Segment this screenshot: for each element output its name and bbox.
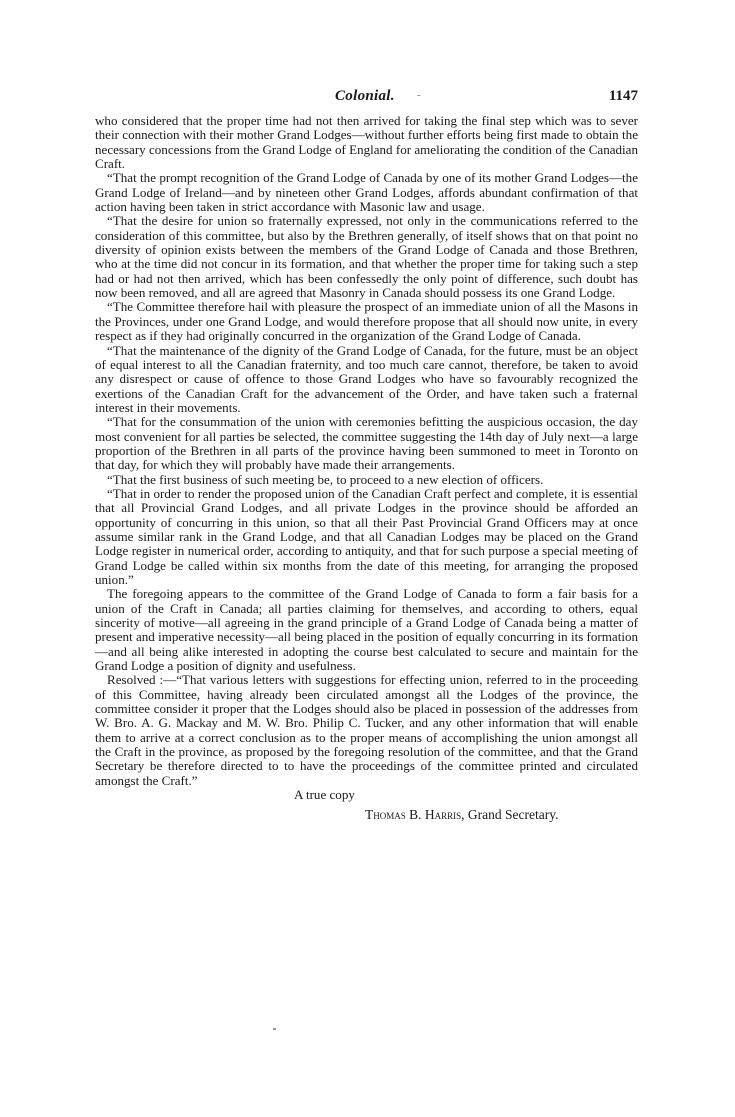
signer-name: Thomas B. Harris <box>365 807 462 823</box>
paragraph: “That the prompt recognition of the Grand Lodge of Canada by one of its mother Grand Lodges—the Grand Lodge of Ireland—and by nineteen other Grand Lodges, affords abundant confirmation of that action having been taken in strict accordance with Masonic law and usage. <box>95 170 638 215</box>
header-mark: - <box>417 89 421 101</box>
paragraph: “That the maintenance of the dignity of the Grand Lodge of Canada, for the future, must be an object of equal interest to all the Canadian fraternity, and too much care cannot, therefore, be taken to avoid any disrespect or cause of offence to those Grand Lodges who have so favourably recognized the exertions of the Canadian Craft for the advancement of the Order, and have taken such a fraternal interest in their movements. <box>95 342 638 415</box>
paragraph: Resolved :—“That various letters with suggestions for effecting union, referred to in the proceeding of this Committee, having already been circulated amongst all the Lodges of the province, the committee consider it proper that the Lodges should also be placed in possession of the addresses from W. Bro. A. G. Mackay and M. W. Bro. Philip C. Tucker, and any other information that will enable them to arrive at a correct conclusion as to the proper means of accomplishing the union amongst all the Craft in the province, as proposed by the foregoing resolution of the committee, and that the Grand Secretary be therefore directed to to have the proceedings of the committee printed and circulated amongst the Craft.” <box>95 672 638 788</box>
paragraph: “The Committee therefore hail with pleasure the prospect of an immediate union of all the Masons in the Provinces, under one Grand Lodge, and would therefore propose that all should now unite, in every respect as if they had originally concurred in the organization of the Grand Lodge of Canada. <box>95 299 638 344</box>
page-end-mark <box>273 1028 276 1030</box>
page-header <box>95 88 638 114</box>
signer-title: , Grand Secretary. <box>461 807 559 823</box>
body-text <box>95 114 638 788</box>
paragraph: who considered that the proper time had not then arrived for taking the final step which was to sever their connection with their mother Grand Lodges—without further efforts being first made to obtain the necessary concessions from the Grand Lodge of England for ameliorating the condition of the Canadian Craft. <box>95 113 638 172</box>
signature <box>365 808 558 822</box>
copy-note: A true copy <box>294 787 355 803</box>
document-page <box>95 88 638 822</box>
attestation <box>95 788 638 822</box>
paragraph: “That the desire for union so fraternally expressed, not only in the communications referred to the consideration of this committee, but also by the Brethren generally, of itself shows that on that point no diversity of opinion exists between the members of the Grand Lodge of Canada and those Brethren, who at the time did not concur in its formation, and that whether the proper time for taking such a step had or had not then arrived, which has been confessedly the only point of difference, such doubt has now been removed, and all are agreed that Masonry in Canada should possess its one Grand Lodge. <box>95 213 638 301</box>
paragraph: The foregoing appears to the committee of the Grand Lodge of Canada to form a fair basis for a union of the Craft in Canada; all parties claiming for themselves, and according to others, equal sincerity of motive—all agreeing in the grand principle of a Grand Lodge of Canada being a matter of present and imperative necessity—all being placed in the position of equally concurring in its formation—and all being alike interested in adopting the course best calculated to secure and maintain for the Grand Lodge a position of dignity and usefulness. <box>95 586 638 674</box>
paragraph: “That the first business of such meeting be, to proceed to a new election of officers. <box>107 471 544 487</box>
running-head: Colonial. <box>335 88 395 104</box>
page-number: 1147 <box>608 88 638 104</box>
paragraph: “That for the consummation of the union with ceremonies befitting the auspicious occasion, the day most convenient for all parties be selected, the committee suggesting the 14th day of July next—a large proportion of the Brethren in all parts of the province having been summoned to meet in Toronto on that day, for which they will probably have made their arrangements. <box>95 414 638 473</box>
paragraph: “That in order to render the proposed union of the Canadian Craft perfect and complete, it is essential that all Provincial Grand Lodges, and all private Lodges in the province should be afforded an opportunity of concurring in this union, so that all their Past Provincial Grand Officers may at once assume similar rank in the Grand Lodge, and that all Canadian Lodges may be placed on the Grand Lodge register in numerical order, according to antiquity, and that for such purpose a special meeting of Grand Lodge be called within six months from the date of this meeting, for arranging the proposed union.” <box>95 485 638 587</box>
